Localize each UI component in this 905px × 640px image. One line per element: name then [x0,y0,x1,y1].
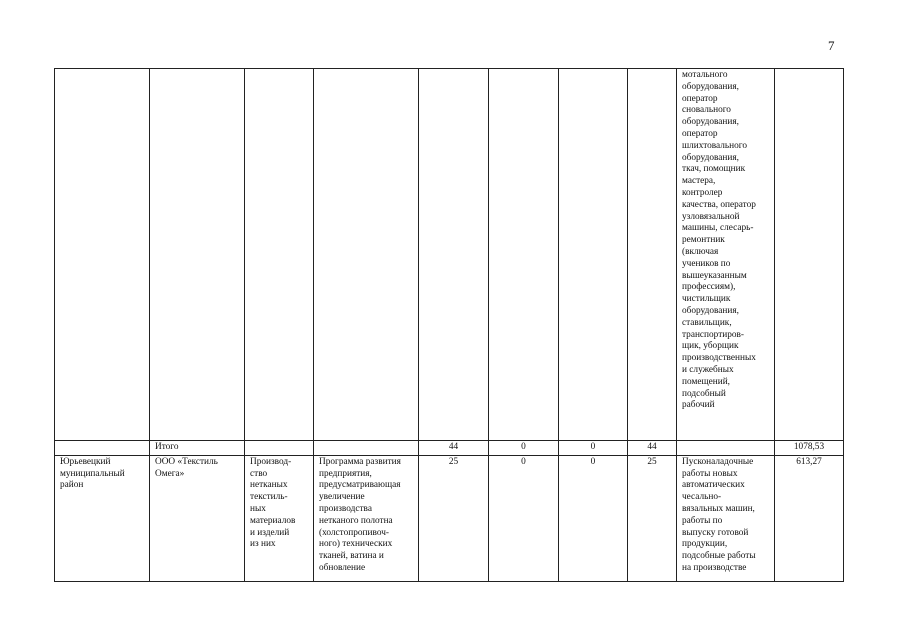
cell-jobs-continued: мотального оборудования, оператор сновального оборудования, оператор шлихтовального оборудования, ткач, помощник мастера, контролер качества, оператор узловязальной машины, слесарь- ремонтник (включая учеников по вышеуказанным профессиям), чистильщик оборудования, ставильщик, транспортиров- щик, уборщик производственных и служебных помещений, подсобный рабочий [677,69,775,441]
cell-amount-empty [775,69,844,441]
cell-v1-empty [419,69,489,441]
cell-program-total [314,441,419,456]
entry-v1: 25 [419,455,489,581]
entry-jobs: Пусконаладочные работы новых автоматических чесально- вязальных машин, работы по выпуску готовой продукции, подсобные работы на производстве [677,455,775,581]
total-row [55,441,844,456]
entry-company: ООО «Текстиль Омега» [150,455,245,581]
page-number: 7 [828,38,835,53]
cell-jobs-total [677,441,775,456]
cell-activity-total [245,441,314,456]
cell-v3-empty [559,69,628,441]
total-v2: 0 [489,441,559,456]
cell-program-empty [314,69,419,441]
entry-v2: 0 [489,455,559,581]
cell-district-total [55,441,150,456]
total-label: Итого [150,441,245,456]
entry-v3: 0 [559,455,628,581]
document-table [54,68,844,582]
entry-program: Программа развития предприятия, предусматривающая увеличение производства нетканого полотна (холстопропивоч- ного) технических тканей, ватина и обновление [314,455,419,581]
total-v4: 44 [628,441,677,456]
cell-district-empty [55,69,150,441]
entry-district: Юрьевецкий муниципальный район [55,455,150,581]
entry-activity: Производ- ство нетканых текстиль- ных материалов и изделий из них [245,455,314,581]
entry-row [55,455,844,581]
entry-v4: 25 [628,455,677,581]
total-amount: 1078,53 [775,441,844,456]
total-v3: 0 [559,441,628,456]
total-v1: 44 [419,441,489,456]
cell-v4-empty [628,69,677,441]
entry-amount: 613,27 [775,455,844,581]
cell-v2-empty [489,69,559,441]
cell-company-empty [150,69,245,441]
continued-row [55,69,844,441]
cell-activity-empty [245,69,314,441]
